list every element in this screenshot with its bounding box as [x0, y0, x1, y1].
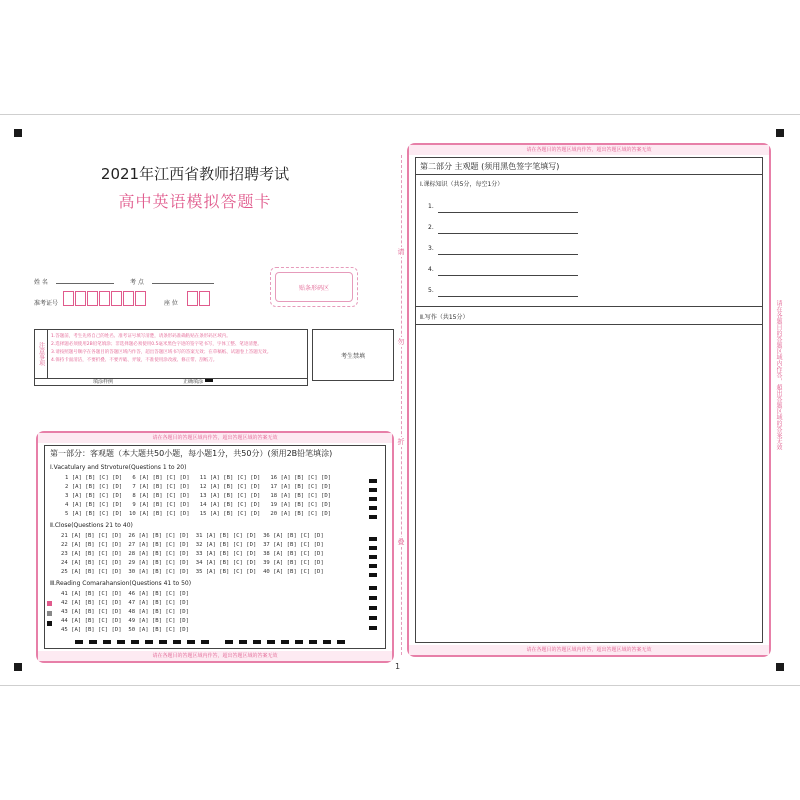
answer-blank[interactable]: [438, 254, 578, 255]
ticket-digit-box[interactable]: [135, 291, 146, 306]
timing-mark: [369, 546, 377, 550]
timing-mark: [369, 506, 377, 510]
notice-line: 2.选择题必须使用2B铅笔填涂；非选择题必须使用0.5毫米黑色字迹的签字笔书写，字体工整、笔迹清楚。: [51, 342, 262, 347]
name-field[interactable]: [56, 283, 114, 284]
venue-field[interactable]: [152, 283, 214, 284]
answer-blank[interactable]: [438, 275, 578, 276]
blank-number: 4.: [428, 266, 434, 273]
answer-row[interactable]: 5 [A] [B] [C] [D] 10 [A] [B] [C] [D] 15 [A] [B] [C] [D] 20 [A] [B] [C] [D]: [65, 511, 332, 517]
subjective-answer-frame: [407, 143, 771, 657]
section-title: Ⅲ.Reading Comarahansion(Questions 41 to 50): [50, 580, 192, 587]
divider: [416, 306, 762, 307]
ticket-digit-box[interactable]: [99, 291, 110, 306]
notice-line: 1.答题前，考生先将自己的姓名、准考证号填写清楚，请条形码准确粘贴在条形码区域内。: [51, 334, 231, 339]
divider: [416, 174, 762, 175]
answer-row[interactable]: 3 [A] [B] [C] [D] 8 [A] [B] [C] [D] 13 [A] [B] [C] [D] 18 [A] [B] [C] [D]: [65, 493, 332, 499]
fold-char: 折: [397, 438, 405, 446]
venue-label: 考 点: [130, 279, 144, 286]
answer-row[interactable]: 22 [A] [B] [C] [D] 27 [A] [B] [C] [D] 32 [A] [B] [C] [D] 37 [A] [B] [C] [D]: [61, 542, 324, 548]
timing-mark: [369, 555, 377, 559]
seat-label: 座 位: [164, 300, 178, 307]
notice-list: [51, 333, 301, 365]
seat-digit-box[interactable]: [199, 291, 210, 306]
essay-area[interactable]: [416, 325, 762, 642]
objective-answer-frame: [36, 431, 394, 663]
frame-warning-bottom: 请在各题目的答题区域内作答，超出答题区域的答案无效: [409, 645, 769, 655]
correct-fill-sample: [205, 379, 213, 382]
answer-row[interactable]: 4 [A] [B] [C] [D] 9 [A] [B] [C] [D] 14 [A] [B] [C] [D] 19 [A] [B] [C] [D]: [65, 502, 332, 508]
subjective-answer-area: [415, 157, 763, 643]
blank-number: 1.: [428, 203, 434, 210]
correct-fill-label: 正确填涂: [183, 379, 204, 385]
notice-line: 4.保持卡面清洁，不要折叠、不要弄破、弄皱，不准使用涂改液、修正带、刮纸刀。: [51, 358, 218, 363]
timing-mark: [369, 616, 377, 620]
objective-answer-area: [44, 445, 386, 649]
timing-mark: [369, 596, 377, 600]
answer-row[interactable]: 24 [A] [B] [C] [D] 29 [A] [B] [C] [D] 34 [A] [B] [C] [D] 39 [A] [B] [C] [D]: [61, 560, 324, 566]
section-title: Ⅰ.课标知识（共5分，每空1分）: [420, 181, 504, 188]
answer-row[interactable]: 43 [A] [B] [C] [D] 48 [A] [B] [C] [D]: [61, 609, 189, 615]
type-marker: [47, 601, 52, 606]
answer-blank[interactable]: [438, 296, 578, 297]
registration-mark: [776, 663, 784, 671]
timing-mark: [369, 488, 377, 492]
timing-mark: [369, 564, 377, 568]
registration-mark: [14, 129, 22, 137]
page-title: 2021年江西省教师招聘考试: [100, 165, 290, 183]
examinee-box: [312, 329, 394, 381]
notice-side-label: 注意事项: [35, 330, 48, 378]
page-subtitle: 高中英语模拟答题卡: [118, 192, 272, 211]
fill-example-label: 填涂样例: [93, 379, 114, 385]
timing-mark: [369, 515, 377, 519]
answer-row[interactable]: 1 [A] [B] [C] [D] 6 [A] [B] [C] [D] 11 [A] [B] [C] [D] 16 [A] [B] [C] [D]: [65, 475, 332, 481]
page-number: 1: [395, 662, 401, 671]
answer-row[interactable]: 41 [A] [B] [C] [D] 46 [A] [B] [C] [D]: [61, 591, 189, 597]
fold-char: 请: [397, 248, 405, 256]
blank-number: 2.: [428, 224, 434, 231]
answer-row[interactable]: 45 [A] [B] [C] [D] 50 [A] [B] [C] [D]: [61, 627, 189, 633]
registration-mark: [776, 129, 784, 137]
ticket-digit-box[interactable]: [123, 291, 134, 306]
answer-row[interactable]: 2 [A] [B] [C] [D] 7 [A] [B] [C] [D] 12 [A] [B] [C] [D] 17 [A] [B] [C] [D]: [65, 484, 332, 490]
fold-char: 叠: [397, 538, 405, 546]
registration-mark: [14, 663, 22, 671]
timing-mark: [369, 606, 377, 610]
answer-row[interactable]: 23 [A] [B] [C] [D] 28 [A] [B] [C] [D] 33 [A] [B] [C] [D] 38 [A] [B] [C] [D]: [61, 551, 324, 557]
examinee-label: 考生禁填: [340, 352, 365, 360]
frame-warning-top: 请在各题目的答题区域内作答，超出答题区域的答案无效: [409, 145, 769, 155]
ticket-digit-box[interactable]: [75, 291, 86, 306]
answer-blank[interactable]: [438, 212, 578, 213]
type-marker: [47, 611, 52, 616]
section-title: Ⅱ.Close(Questions 21 to 40): [50, 522, 133, 529]
fill-legend: [34, 377, 308, 386]
fold-char: 勿: [397, 338, 405, 346]
answer-row[interactable]: 42 [A] [B] [C] [D] 47 [A] [B] [C] [D]: [61, 600, 189, 606]
side-warning: 请在各题目的答题区域内作答，超出答题区域的答案无效: [775, 300, 782, 450]
part1-title: 第一部分：客观题（本大题共50小题，每小题1分，共50分）(须用2B铅笔填涂): [50, 449, 333, 458]
answer-row[interactable]: 25 [A] [B] [C] [D] 30 [A] [B] [C] [D] 35 [A] [B] [C] [D] 40 [A] [B] [C] [D]: [61, 569, 324, 575]
timing-mark: [369, 573, 377, 577]
timing-mark: [369, 497, 377, 501]
barcode-label: 贴条形码区: [275, 272, 353, 302]
type-marker: [47, 621, 52, 626]
section-title: Ⅰ.Vacatulary and Strvoture(Questions 1 to 20): [50, 464, 187, 471]
answer-blank[interactable]: [438, 233, 578, 234]
ticket-number-label: 准考证号: [34, 300, 59, 307]
ticket-digit-box[interactable]: [111, 291, 122, 306]
name-label: 姓 名: [34, 279, 48, 286]
timing-mark: [369, 586, 377, 590]
blank-number: 3.: [428, 245, 434, 252]
seat-digit-box[interactable]: [187, 291, 198, 306]
notice-line: 3.请按照题号顺序在各题目的答题区域内作答，超出答题区域书写的答案无效；在草稿纸、试题卷上答题无效。: [51, 350, 272, 355]
frame-warning-top: 请在各题目的答题区域内作答，超出答题区域的答案无效: [38, 433, 392, 443]
timing-mark: [369, 626, 377, 630]
answer-row[interactable]: 21 [A] [B] [C] [D] 26 [A] [B] [C] [D] 31 [A] [B] [C] [D] 36 [A] [B] [C] [D]: [61, 533, 324, 539]
part2-title: 第二部分 主观题 (须用黑色签字笔填写): [420, 162, 560, 171]
ticket-digit-box[interactable]: [63, 291, 74, 306]
section-title: Ⅱ.写作（共15分）: [420, 314, 469, 321]
barcode-area: [270, 267, 358, 307]
blank-number: 5.: [428, 287, 434, 294]
ticket-digit-box[interactable]: [87, 291, 98, 306]
timing-mark: [369, 479, 377, 483]
answer-sheet: [0, 114, 800, 686]
timing-mark: [369, 537, 377, 541]
frame-warning-bottom: 请在各题目的答题区域内作答，超出答题区域的答案无效: [38, 651, 392, 661]
fold-line: [401, 155, 402, 655]
answer-row[interactable]: 44 [A] [B] [C] [D] 49 [A] [B] [C] [D]: [61, 618, 189, 624]
notice-box: [34, 329, 308, 379]
